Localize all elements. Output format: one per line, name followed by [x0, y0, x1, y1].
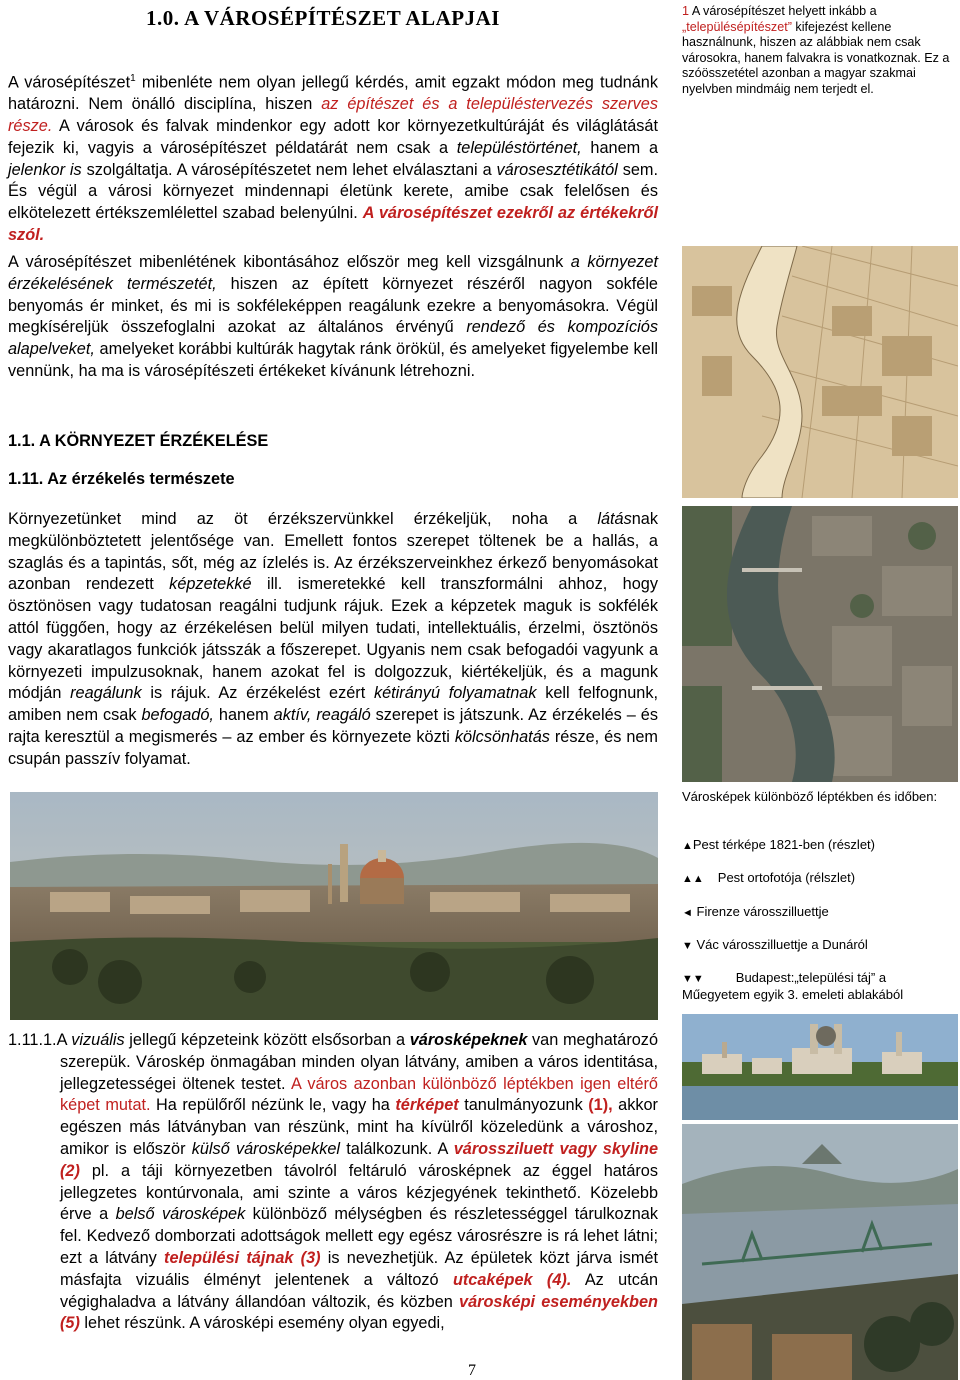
pest-map-1821-image — [682, 246, 958, 498]
caption-vac: ▼ Vác városszilluettje a Dunáról — [682, 937, 868, 952]
section-heading-1-11: 1.11. Az érzékelés természete — [8, 470, 235, 488]
footnote: 1 A városépítészet helyett inkább a „településépítészet” kifejezést kellene használnunk, hiszen az alábbiak nem csak városokra, hanem falvakra is vonatkoznak. Ez a szóösszetétel azonban a magyar szakmai nyelvben mindmáig nem terjedt el. — [682, 4, 950, 96]
vac-skyline-photo — [682, 1014, 958, 1120]
visual-images-paragraph: 1.11.1.A vizuális jellegű képzeteink között elsősorban a városképeknek van meghatározó szerepük. Városkép önmagában minden olyan látvány, amiben a város identitása, jellegzetességei öltenek testet. A város azonban különböző léptékben igen eltérő képet mutat. Ha repülőről nézünk le, vagy ha térképet tanulmányozunk (1), akkor egészen más látványban van részünk, mint ha kívülről közeledünk a városhoz, amikor is először külső városképekkel találkozunk. A várossziluett vagy skyline (2) pl. a táji környezetben távolról feltáruló városképnek az éggel határos jellegzetes kontúrvonala, ami szinte a város kézjegyének tekinthető. Közelebb érve a belső városképek különböző mélységben és részletességgel tárulkoznak fel. Kedvező domborzati adottságok mellett egy egész városrészre is rá lehet látni; ezt a látvány települési tájnak (3) is nevezhetjük. Az épületek közt járva ismét másfajta vizuális élményt jelentenek a változó utcaképek (4). Az utcán végighaladva a látvány állandóan változik, és közben városképi eseményekben (5) lehet részünk. A városképi esemény olyan egyedi, — [8, 1031, 659, 1333]
caption-budapest: ▼▼ Budapest:„települési táj” a Műegyetem egyik 3. emeleti ablakából — [682, 970, 904, 1002]
budapest-landscape-photo — [682, 1124, 958, 1380]
page-number: 7 — [468, 1362, 476, 1379]
perception-paragraph: Környezetünket mind az öt érzékszervünkkel érzékeljük, noha a látásnak megkülönböztetett jelentősége van. Emellett fontos szerepet töltenek be a hallás, a szaglás és a tapintás, sőt, még az ízlelés is. Az érzékszerveinkhez érkező benyomásokat azonban rendezett képzetekké ill. ismeretekké kell transzformálni ahhoz, hogy ösztönösen vagy tudatosan reagálni tudjunk rájuk. Ezek a képzetek maguk is sokfélék attól függően, hogy az érzékelésen belül milyen tudati, intellektuális, érzelmi, ösztönös vagy akaratlagos funkciók játsszák a főszerepet. Ugyanis nem csak befogadói vagyunk a környezeti impulzusoknak, hanem azokat fel is dolgozzuk, kiértékeljük, és a magunk módján reagálunk is rájuk. Az érzékelést ezért kétirányú folyamatnak kell felfognunk, amiben nem csak befogadó, hanem aktív, reagáló szerepet is játszunk. Az érzékelés – és rajta keresztül a megismerés – az ember és környezete közti kölcsönhatás része, és nem csupán passzív folyamat. — [8, 510, 658, 768]
second-paragraph: A városépítészet mibenlétének kibontásához először meg kell vizsgálnunk a környezet érzékelésének természetét, hiszen az épített környezet részéről nagyon sokféle benyomás ér minket, és mi is sokféleképpen reagálunk ezekre a benyomásokra. Végül megkíséreljük összefoglalni azokat az általános érvényű rendező és kompozíciós alapelveket, amelyeket korábbi kultúrák hagytak ránk örökül, és amelyeket figyelembe kell vennünk, ha ma is városépítészeti értékeket kívánunk létrehozni. — [8, 253, 658, 380]
caption-florence: ◄ Firenze városszilluettje — [682, 904, 829, 919]
captions-intro: Városképek különböző léptékben és időben: — [682, 789, 938, 804]
pest-orthophoto-image — [682, 506, 958, 782]
footnote-ref[interactable]: 1 — [130, 73, 136, 84]
intro-paragraph: A városépítészet$^1$ mibenléte nem olyan jellegű kérdés, amit egzakt módon meg tudnánk határozni. Nem önálló disciplína, hiszen az építészet és a településtervezés szerves része. A városok és falvak mindenkor egy adott kor környezetkultúráját és világlátását fejezik ki, vagyis a városépítészet példatárát nem csak a településtörténet, hanem a jelenkor is szolgáltatja. A városépítészetet nem lehet elválasztani a városesztétikától sem. És végül a városi környezet mindennapi életünk kerete, amibe csak felelősen és elkötelezett értékszemlélettel szabad belenyúlni. A városépítészet ezekről az értékekről szól. — [8, 73, 658, 244]
section-heading-1-1: 1.1. A KÖRNYEZET ÉRZÉKELÉSE — [8, 432, 269, 450]
caption-pest-ortho: ▲▲ Pest ortofotója (rélszlet) — [682, 870, 856, 885]
page-title: 1.0. A VÁROSÉPÍTÉSZET ALAPJAI — [146, 6, 500, 30]
caption-pest-map: ▲Pest térképe 1821-ben (részlet) — [682, 837, 875, 852]
florence-skyline-photo — [10, 792, 658, 1020]
